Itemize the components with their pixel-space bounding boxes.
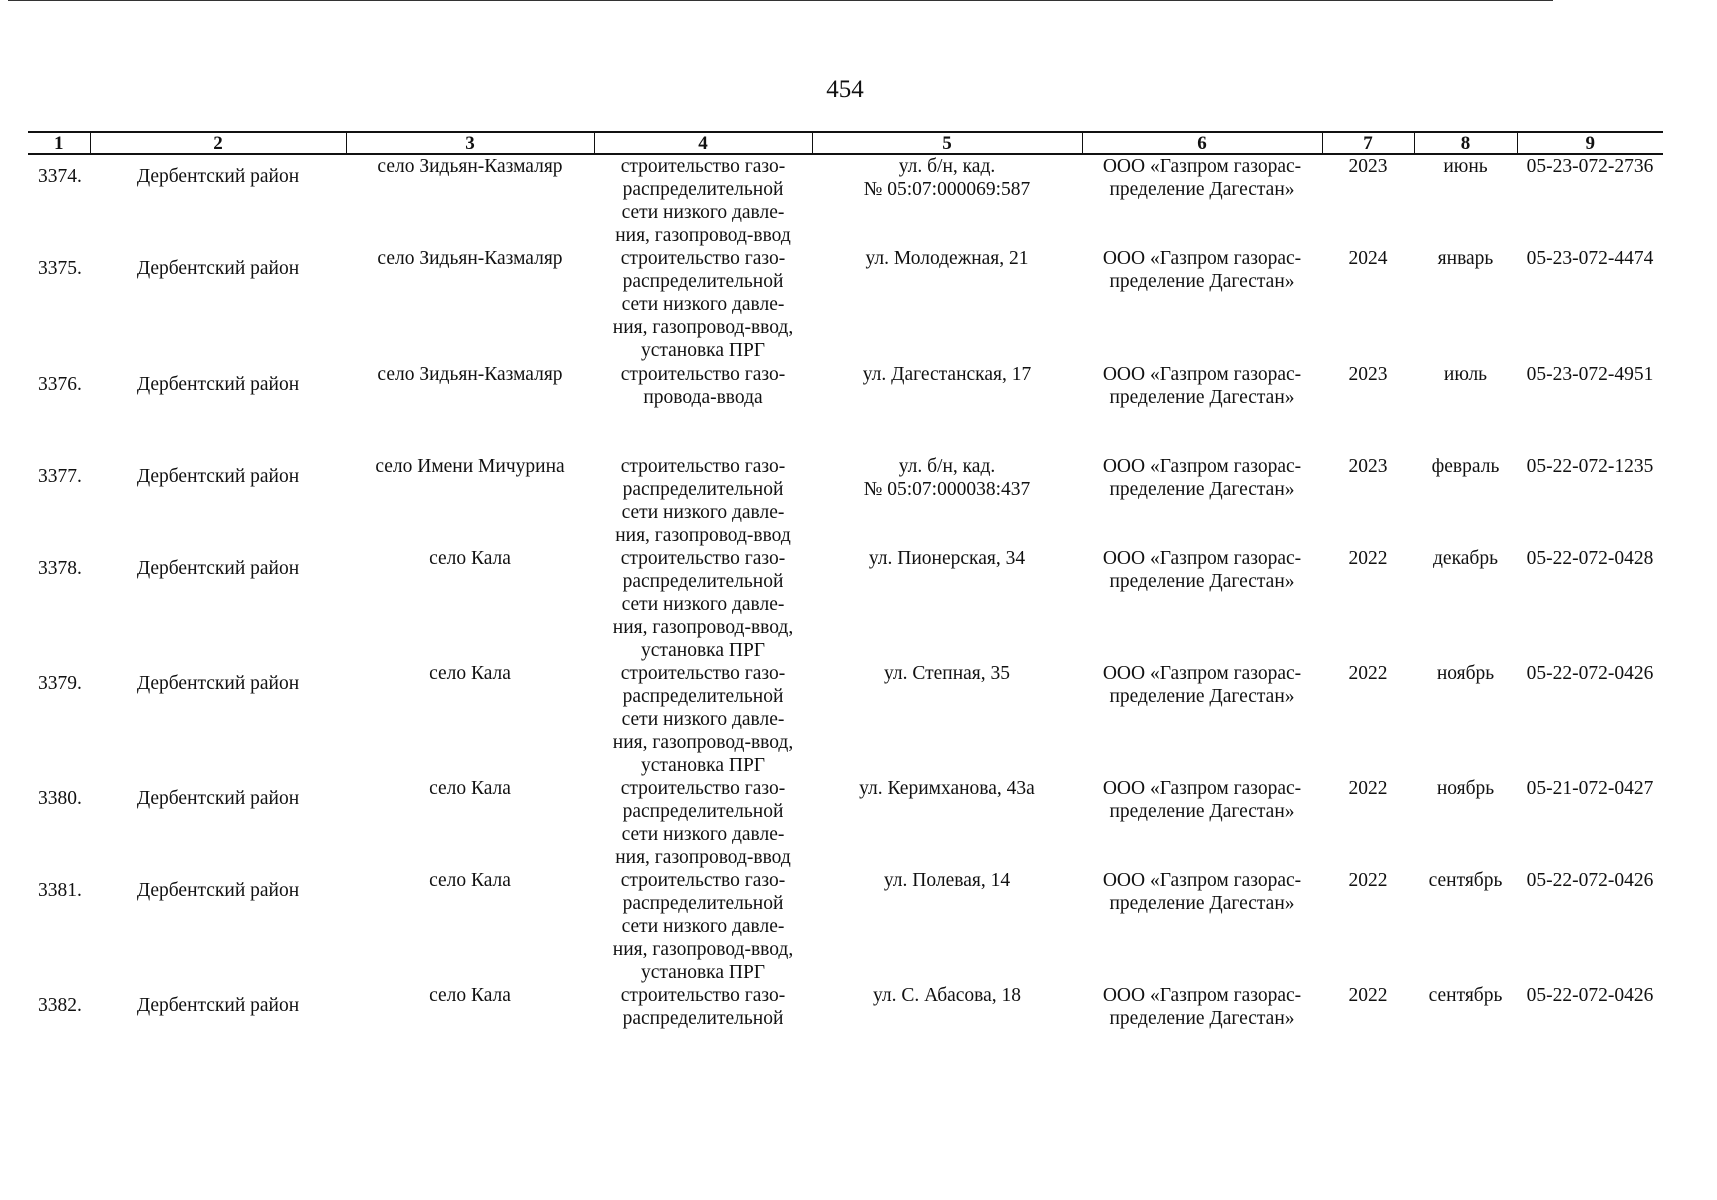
locality-cell [346, 455, 594, 547]
month-cell [1414, 247, 1517, 363]
work-description-cell [594, 869, 812, 984]
work-description-line: строительство газо- [620, 778, 786, 799]
row-number: 3381. [38, 880, 82, 901]
month-cell [1414, 869, 1517, 984]
district: Дербентский район [136, 788, 300, 809]
code-cell [1517, 984, 1663, 1044]
month-cell [1414, 777, 1517, 869]
code: 05-23-072-4474 [1526, 248, 1654, 269]
month-cell [1414, 154, 1517, 247]
table-row [28, 455, 1663, 547]
organization-line: пределение Дагестан» [1109, 479, 1295, 500]
table-row [28, 247, 1663, 363]
address-cell [812, 363, 1082, 455]
locality-cell [346, 363, 594, 455]
code: 05-21-072-0427 [1526, 778, 1654, 799]
work-description-line: строительство газо- [620, 248, 786, 269]
district-cell [90, 869, 346, 984]
address-cell [812, 984, 1082, 1044]
locality: село Кала [429, 548, 511, 569]
code-cell [1517, 363, 1663, 455]
district-cell [90, 247, 346, 363]
column-header-2: 2 [90, 132, 346, 154]
scan-top-edge-rule [8, 0, 1553, 1]
column-header-4: 4 [594, 132, 812, 154]
work-description-line: распределительной [622, 801, 784, 822]
work-description-cell [594, 547, 812, 662]
district-cell [90, 777, 346, 869]
organization-cell [1082, 869, 1322, 984]
column-header-8: 8 [1414, 132, 1517, 154]
work-description-line: сети низкого давле- [621, 294, 785, 315]
work-description-line: строительство газо- [620, 985, 786, 1006]
work-description-line: сети низкого давле- [621, 594, 785, 615]
year-cell [1322, 547, 1414, 662]
organization-line: ООО «Газпром газорас- [1102, 248, 1302, 269]
locality-cell [346, 662, 594, 777]
work-description-line: провода-ввода [643, 387, 763, 408]
registry-table-body [28, 154, 1663, 1044]
row-number: 3378. [38, 558, 82, 579]
locality-cell [346, 154, 594, 247]
month: декабрь [1433, 548, 1498, 569]
row-number: 3377. [38, 466, 82, 487]
work-description-line: ния, газопровод-ввод [615, 847, 791, 868]
row-number: 3375. [38, 258, 82, 279]
table-row [28, 547, 1663, 662]
organization-line: ООО «Газпром газорас- [1102, 156, 1302, 177]
address-cell [812, 547, 1082, 662]
column-header-9: 9 [1517, 132, 1663, 154]
code-cell [1517, 662, 1663, 777]
work-description-cell [594, 662, 812, 777]
work-description-line: распределительной [622, 686, 784, 707]
table-row [28, 777, 1663, 869]
organization-cell [1082, 777, 1322, 869]
code: 05-22-072-0426 [1526, 985, 1654, 1006]
code: 05-23-072-2736 [1526, 156, 1654, 177]
row-number: 3374. [38, 166, 82, 187]
address-line: ул. Дагестанская, 17 [862, 364, 1032, 385]
year: 2024 [1348, 248, 1388, 269]
organization-line: ООО «Газпром газорас- [1102, 870, 1302, 891]
organization-cell [1082, 984, 1322, 1044]
column-header-3: 3 [346, 132, 594, 154]
locality: село Кала [429, 870, 511, 891]
work-description-line: строительство газо- [620, 663, 786, 684]
work-description-line: распределительной [622, 271, 784, 292]
organization-line: пределение Дагестан» [1109, 179, 1295, 200]
row-number-cell [28, 363, 90, 455]
month: сентябрь [1428, 870, 1503, 891]
row-number-cell [28, 455, 90, 547]
organization-line: ООО «Газпром газорас- [1102, 364, 1302, 385]
table-row [28, 869, 1663, 984]
column-header-7: 7 [1322, 132, 1414, 154]
work-description-line: распределительной [622, 479, 784, 500]
registry-table [28, 131, 1663, 1044]
district-cell [90, 984, 346, 1044]
work-description-line: установка ПРГ [640, 755, 766, 776]
month: январь [1437, 248, 1494, 269]
month-cell [1414, 547, 1517, 662]
organization-cell [1082, 455, 1322, 547]
locality: село Зидьян-Казмаляр [377, 364, 563, 385]
locality-cell [346, 984, 594, 1044]
year: 2023 [1348, 456, 1388, 477]
organization-cell [1082, 363, 1322, 455]
column-header-5: 5 [812, 132, 1082, 154]
district: Дербентский район [136, 258, 300, 279]
month-cell [1414, 363, 1517, 455]
locality-cell [346, 869, 594, 984]
locality: село Зидьян-Казмаляр [377, 156, 563, 177]
year: 2023 [1348, 156, 1388, 177]
organization-line: ООО «Газпром газорас- [1102, 663, 1302, 684]
row-number-cell [28, 662, 90, 777]
address-line: ул. Молодежная, 21 [865, 248, 1029, 269]
work-description-line: ния, газопровод-ввод, [612, 732, 794, 753]
column-header-6: 6 [1082, 132, 1322, 154]
table-row [28, 154, 1663, 247]
address-line: ул. Степная, 35 [883, 663, 1011, 684]
year-cell [1322, 777, 1414, 869]
table-row [28, 984, 1663, 1044]
address-line: ул. Полевая, 14 [883, 870, 1011, 891]
work-description-cell [594, 455, 812, 547]
work-description-line: распределительной [622, 893, 784, 914]
organization-line: ООО «Газпром газорас- [1102, 548, 1302, 569]
year: 2022 [1348, 663, 1388, 684]
code: 05-22-072-1235 [1526, 456, 1654, 477]
year-cell [1322, 154, 1414, 247]
organization-cell [1082, 247, 1322, 363]
organization-line: пределение Дагестан» [1109, 893, 1295, 914]
code: 05-23-072-4951 [1526, 364, 1654, 385]
locality: село Зидьян-Казмаляр [377, 248, 563, 269]
month: ноябрь [1436, 663, 1495, 684]
organization-line: ООО «Газпром газорас- [1102, 985, 1302, 1006]
year-cell [1322, 363, 1414, 455]
row-number-cell [28, 154, 90, 247]
column-header-1: 1 [28, 132, 90, 154]
address-line: ул. С. Абасова, 18 [872, 985, 1022, 1006]
work-description-line: строительство газо- [620, 870, 786, 891]
row-number: 3382. [38, 995, 82, 1016]
district: Дербентский район [136, 374, 300, 395]
locality: село Кала [429, 985, 511, 1006]
address-cell [812, 455, 1082, 547]
district-cell [90, 662, 346, 777]
work-description-line: установка ПРГ [640, 640, 766, 661]
address-cell [812, 777, 1082, 869]
code-cell [1517, 455, 1663, 547]
locality: село Имени Мичурина [375, 456, 565, 477]
district: Дербентский район [136, 880, 300, 901]
work-description-line: ния, газопровод-ввод, [612, 317, 794, 338]
district: Дербентский район [136, 166, 300, 187]
row-number: 3380. [38, 788, 82, 809]
organization-line: ООО «Газпром газорас- [1102, 778, 1302, 799]
work-description-cell [594, 154, 812, 247]
address-cell [812, 662, 1082, 777]
page-number: 454 [826, 76, 864, 103]
district: Дербентский район [136, 466, 300, 487]
organization-line: пределение Дагестан» [1109, 1008, 1295, 1029]
address-line: ул. б/н, кад. [898, 456, 996, 477]
year: 2023 [1348, 364, 1388, 385]
locality: село Кала [429, 663, 511, 684]
work-description-cell [594, 247, 812, 363]
column-number-header-row [28, 132, 1663, 154]
address-cell [812, 247, 1082, 363]
address-line: ул. б/н, кад. [898, 156, 996, 177]
row-number-cell [28, 869, 90, 984]
work-description-line: сети низкого давле- [621, 202, 785, 223]
work-description-line: сети низкого давле- [621, 502, 785, 523]
district: Дербентский район [136, 558, 300, 579]
address-line: № 05:07:000038:437 [863, 479, 1031, 500]
address-line: № 05:07:000069:587 [863, 179, 1031, 200]
year: 2022 [1348, 548, 1388, 569]
month: июль [1443, 364, 1488, 385]
organization-line: пределение Дагестан» [1109, 571, 1295, 592]
district-cell [90, 154, 346, 247]
month: февраль [1431, 456, 1500, 477]
address-cell [812, 869, 1082, 984]
locality-cell [346, 547, 594, 662]
code: 05-22-072-0428 [1526, 548, 1654, 569]
row-number-cell [28, 777, 90, 869]
code: 05-22-072-0426 [1526, 663, 1654, 684]
year: 2022 [1348, 870, 1388, 891]
work-description-line: сети низкого давле- [621, 709, 785, 730]
work-description-line: установка ПРГ [640, 962, 766, 983]
work-description-line: ния, газопровод-ввод, [612, 617, 794, 638]
code-cell [1517, 547, 1663, 662]
district-cell [90, 455, 346, 547]
work-description-line: ния, газопровод-ввод, [612, 939, 794, 960]
work-description-line: сети низкого давле- [621, 916, 785, 937]
work-description-line: строительство газо- [620, 456, 786, 477]
district-cell [90, 363, 346, 455]
month: сентябрь [1428, 985, 1503, 1006]
organization-line: пределение Дагестан» [1109, 271, 1295, 292]
address-line: ул. Пионерская, 34 [868, 548, 1026, 569]
work-description-line: сети низкого давле- [621, 824, 785, 845]
address-line: ул. Керимханова, 43а [859, 778, 1035, 799]
code-cell [1517, 154, 1663, 247]
month-cell [1414, 455, 1517, 547]
work-description-cell [594, 363, 812, 455]
work-description-line: распределительной [622, 571, 784, 592]
row-number-cell [28, 247, 90, 363]
locality-cell [346, 777, 594, 869]
year-cell [1322, 247, 1414, 363]
district: Дербентский район [136, 673, 300, 694]
year-cell [1322, 869, 1414, 984]
work-description-line: ния, газопровод-ввод [615, 225, 791, 246]
code-cell [1517, 777, 1663, 869]
work-description-line: распределительной [622, 179, 784, 200]
work-description-line: строительство газо- [620, 156, 786, 177]
row-number-cell [28, 547, 90, 662]
code-cell [1517, 869, 1663, 984]
work-description-line: строительство газо- [620, 548, 786, 569]
work-description-line: установка ПРГ [640, 340, 766, 361]
year: 2022 [1348, 985, 1388, 1006]
table-row [28, 662, 1663, 777]
organization-line: пределение Дагестан» [1109, 801, 1295, 822]
work-description-line: строительство газо- [620, 364, 786, 385]
month-cell [1414, 984, 1517, 1044]
locality-cell [346, 247, 594, 363]
code-cell [1517, 247, 1663, 363]
organization-cell [1082, 154, 1322, 247]
year: 2022 [1348, 778, 1388, 799]
row-number-cell [28, 984, 90, 1044]
district-cell [90, 547, 346, 662]
organization-cell [1082, 547, 1322, 662]
month: ноябрь [1436, 778, 1495, 799]
district: Дербентский район [136, 995, 300, 1016]
row-number: 3376. [38, 374, 82, 395]
work-description-cell [594, 777, 812, 869]
locality: село Кала [429, 778, 511, 799]
work-description-cell [594, 984, 812, 1044]
organization-cell [1082, 662, 1322, 777]
year-cell [1322, 984, 1414, 1044]
month-cell [1414, 662, 1517, 777]
table-row [28, 363, 1663, 455]
code: 05-22-072-0426 [1526, 870, 1654, 891]
organization-line: ООО «Газпром газорас- [1102, 456, 1302, 477]
work-description-line: распределительной [622, 1008, 784, 1029]
organization-line: пределение Дагестан» [1109, 686, 1295, 707]
month: июнь [1443, 156, 1488, 177]
address-cell [812, 154, 1082, 247]
row-number: 3379. [38, 673, 82, 694]
year-cell [1322, 662, 1414, 777]
work-description-line: ния, газопровод-ввод [615, 525, 791, 546]
organization-line: пределение Дагестан» [1109, 387, 1295, 408]
year-cell [1322, 455, 1414, 547]
